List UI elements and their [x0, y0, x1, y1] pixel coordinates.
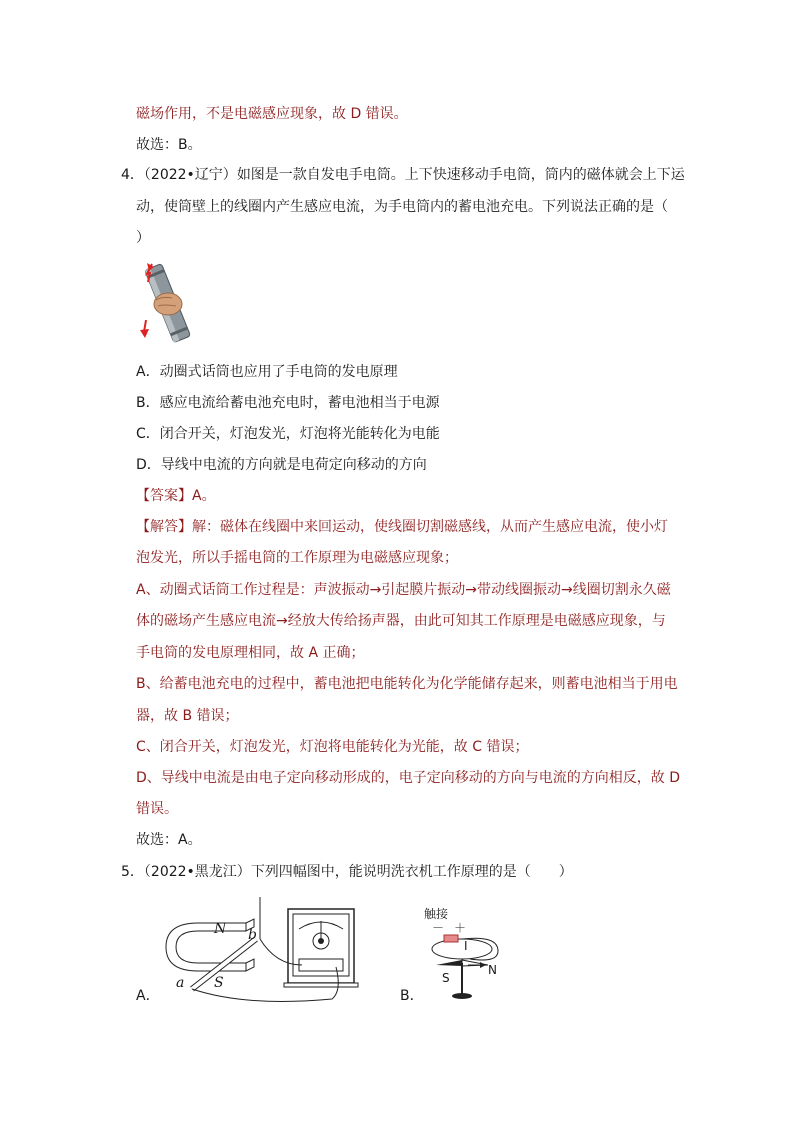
- fig-a-label-s: S: [214, 975, 224, 991]
- q4-a-line1: A、动圈式话筒工作过程是：声波振动→引起膜片振动→带动线圈振动→线圈切割永久磁: [136, 582, 671, 598]
- q4-a-line3: 手电筒的发电原理相同，故 A 正确；: [136, 645, 365, 661]
- q4-analysis-line2: 泡发光，所以手摇电筒的工作原理为电磁感应现象；: [136, 550, 458, 566]
- analysis-tag: 【解答】: [136, 519, 192, 535]
- analysis-text: 解：磁体在线圈中来回运动，使线圈切割磁感线，从而产生感应电流，使小灯: [192, 519, 668, 535]
- answer-value: A。: [192, 488, 216, 504]
- q4-d-line2: 错误。: [136, 801, 178, 817]
- q4-stem-line3: ）: [136, 230, 150, 246]
- q4-stem-text: 如图是一款自发电手电筒。上下快速移动手电筒，筒内的磁体就会上下运: [236, 167, 685, 183]
- q4-stem-line1: [121, 165, 685, 185]
- q4-option-d: D．导线中电流的方向就是电荷定向移动的方向: [136, 457, 427, 473]
- q4-option-b: B．感应电流给蓄电池充电时，蓄电池相当于电源: [136, 395, 440, 411]
- q4-option-a: A．动圈式话筒也应用了手电筒的发电原理: [136, 364, 398, 380]
- q4-option-c: C．闭合开关，灯泡发光，灯泡将光能转化为电能: [136, 426, 440, 442]
- q5-option-b-label: B．: [400, 988, 424, 1004]
- fig-b-label-touch: 触接: [424, 907, 449, 921]
- fig-b-label-i: I: [464, 939, 468, 953]
- flashlight-figure: [138, 262, 198, 346]
- q4-analysis-line1: [136, 517, 668, 537]
- prev-answer-line: 故选：B。: [136, 137, 202, 153]
- fig-a-label-n: N: [214, 921, 227, 937]
- fig-a-label-a: a: [176, 975, 185, 991]
- q4-number: 4．: [121, 167, 144, 183]
- fig-b-label-minus: －: [432, 921, 445, 935]
- q5-option-a-label: A．: [136, 988, 160, 1004]
- q4-b-line2: 器，故 B 错误；: [136, 708, 239, 724]
- answer-tag: 【答案】: [136, 488, 192, 504]
- q5-stem: [121, 862, 573, 882]
- q5-figure-a: [136, 895, 376, 1007]
- q5-figure-b: [420, 905, 530, 1005]
- q4-source: （2022•辽宁）: [143, 167, 237, 183]
- q4-answer: [136, 486, 216, 506]
- fig-b-label-plus: ＋: [454, 921, 467, 935]
- q5-stem-text: 下列四幅图中，能说明洗衣机工作原理的是（ ）: [250, 864, 573, 880]
- q5-number: 5．: [121, 864, 144, 880]
- fig-b-label-s: S: [442, 971, 450, 985]
- q4-d-line1: D、导线中电流是由电子定向移动形成的，电子定向移动的方向与电流的方向相反，故 D: [136, 770, 681, 786]
- q4-a-line2: 体的磁场产生感应电流→经放大传给扬声器，由此可知其工作原理是电磁感应现象，与: [136, 613, 666, 629]
- fig-b-label-n: N: [488, 963, 497, 977]
- q4-b-line1: B、给蓄电池充电的过程中，蓄电池把电能转化为化学能储存起来，则蓄电池相当于用电: [136, 676, 678, 692]
- prev-solution-line: 磁场作用，不是电磁感应现象，故 D 错误。: [136, 106, 408, 122]
- q4-final-answer: 故选：A。: [136, 832, 202, 848]
- q5-source: （2022•黑龙江）: [143, 864, 251, 880]
- fig-a-label-b: b: [248, 927, 257, 943]
- q4-c-line1: C、闭合开关，灯泡发光，灯泡将电能转化为光能，故 C 错误；: [136, 739, 529, 755]
- q4-stem-line2: 动，使筒壁上的线圈内产生感应电流，为手电筒内的蓄电池充电。下列说法正确的是（: [136, 199, 668, 215]
- figure-a-drawing: [136, 895, 376, 1007]
